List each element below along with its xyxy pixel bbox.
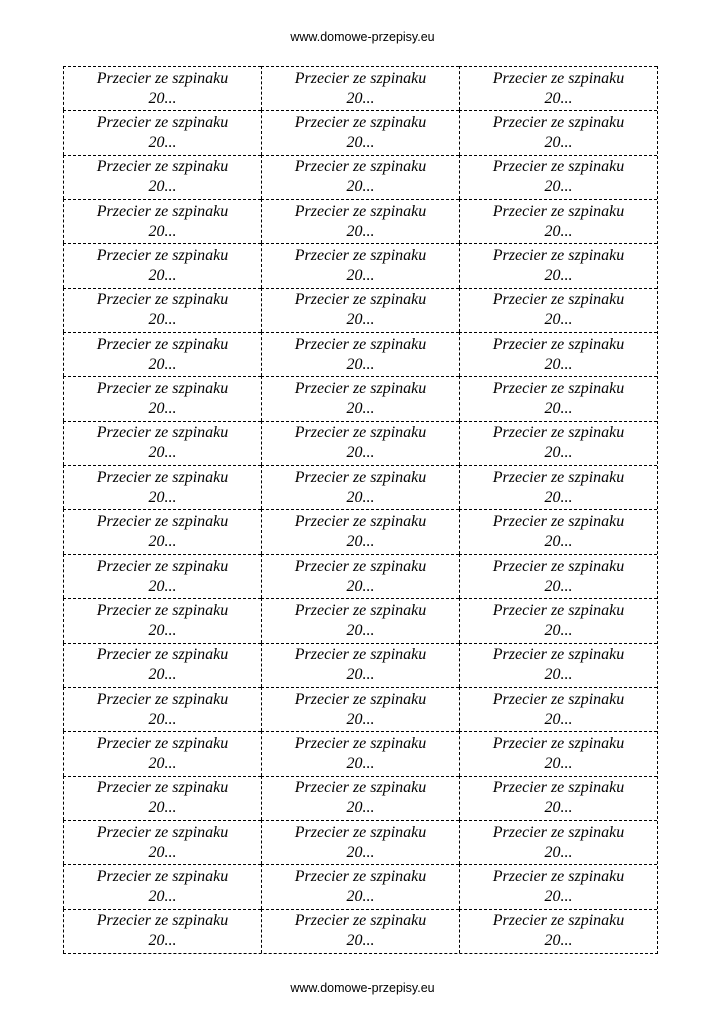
jar-label — [63, 731, 261, 775]
label-product-name: Przecier ze szpinaku — [294, 779, 427, 797]
jar-label — [63, 554, 261, 598]
label-year: 20... — [346, 400, 375, 418]
label-product-name: Przecier ze szpinaku — [294, 202, 427, 220]
jar-label — [459, 110, 657, 154]
label-product-name: Przecier ze szpinaku — [492, 823, 625, 841]
label-year: 20... — [346, 887, 375, 905]
header-url: www.domowe-przepisy.eu — [290, 30, 435, 44]
label-product-name: Przecier ze szpinaku — [294, 646, 427, 664]
label-product-name: Przecier ze szpinaku — [492, 779, 625, 797]
label-product-name: Przecier ze szpinaku — [96, 912, 229, 930]
label-year: 20... — [346, 311, 375, 329]
label-product-name: Przecier ze szpinaku — [294, 158, 427, 176]
jar-label — [63, 598, 261, 642]
jar-label — [63, 332, 261, 376]
label-year: 20... — [148, 222, 177, 240]
label-product-name: Przecier ze szpinaku — [96, 734, 229, 752]
label-product-name: Przecier ze szpinaku — [492, 335, 625, 353]
jar-label — [261, 820, 459, 864]
jar-label — [261, 643, 459, 687]
label-year: 20... — [346, 222, 375, 240]
label-year: 20... — [148, 754, 177, 772]
label-year: 20... — [346, 666, 375, 684]
jar-label — [261, 376, 459, 420]
jar-label — [63, 687, 261, 731]
jar-label — [261, 909, 459, 953]
jar-label — [459, 376, 657, 420]
label-year: 20... — [346, 843, 375, 861]
jar-label — [261, 776, 459, 820]
jar-label — [63, 199, 261, 243]
label-product-name: Przecier ze szpinaku — [492, 601, 625, 619]
label-product-name: Przecier ze szpinaku — [96, 513, 229, 531]
label-year: 20... — [544, 710, 573, 728]
label-year: 20... — [544, 444, 573, 462]
label-product-name: Przecier ze szpinaku — [492, 513, 625, 531]
label-year: 20... — [148, 134, 177, 152]
label-year: 20... — [346, 89, 375, 107]
label-product-name: Przecier ze szpinaku — [96, 424, 229, 442]
label-product-name: Przecier ze szpinaku — [492, 380, 625, 398]
label-year: 20... — [148, 444, 177, 462]
label-year: 20... — [544, 887, 573, 905]
label-year: 20... — [544, 621, 573, 639]
label-year: 20... — [346, 754, 375, 772]
label-product-name: Przecier ze szpinaku — [492, 557, 625, 575]
label-year: 20... — [148, 932, 177, 950]
jar-label — [261, 288, 459, 332]
jar-label — [63, 509, 261, 553]
label-product-name: Przecier ze szpinaku — [96, 69, 229, 87]
jar-label — [261, 598, 459, 642]
label-product-name: Przecier ze szpinaku — [96, 823, 229, 841]
label-year: 20... — [544, 666, 573, 684]
label-product-name: Przecier ze szpinaku — [294, 601, 427, 619]
label-year: 20... — [148, 178, 177, 196]
label-year: 20... — [148, 89, 177, 107]
label-product-name: Przecier ze szpinaku — [96, 158, 229, 176]
label-year: 20... — [346, 799, 375, 817]
jar-label — [261, 554, 459, 598]
label-product-name: Przecier ze szpinaku — [492, 468, 625, 486]
jar-label — [459, 199, 657, 243]
label-product-name: Przecier ze szpinaku — [294, 291, 427, 309]
label-sheet — [63, 66, 658, 954]
jar-label — [261, 731, 459, 775]
label-year: 20... — [544, 488, 573, 506]
label-year: 20... — [346, 488, 375, 506]
label-product-name: Przecier ze szpinaku — [294, 513, 427, 531]
jar-label — [459, 864, 657, 908]
jar-label — [63, 110, 261, 154]
label-product-name: Przecier ze szpinaku — [294, 690, 427, 708]
label-year: 20... — [544, 178, 573, 196]
label-year: 20... — [346, 267, 375, 285]
label-year: 20... — [544, 799, 573, 817]
label-product-name: Przecier ze szpinaku — [294, 734, 427, 752]
jar-label — [459, 332, 657, 376]
jar-label — [63, 465, 261, 509]
jar-label — [261, 509, 459, 553]
label-product-name: Przecier ze szpinaku — [96, 202, 229, 220]
label-year: 20... — [346, 178, 375, 196]
label-year: 20... — [148, 533, 177, 551]
jar-label — [261, 332, 459, 376]
label-year: 20... — [148, 488, 177, 506]
jar-label — [459, 731, 657, 775]
label-product-name: Przecier ze szpinaku — [492, 424, 625, 442]
label-year: 20... — [544, 267, 573, 285]
label-product-name: Przecier ze szpinaku — [96, 114, 229, 132]
label-year: 20... — [544, 400, 573, 418]
jar-label — [261, 687, 459, 731]
label-year: 20... — [346, 533, 375, 551]
label-year: 20... — [544, 932, 573, 950]
label-product-name: Przecier ze szpinaku — [492, 69, 625, 87]
footer-url: www.domowe-przepisy.eu — [290, 981, 435, 995]
label-year: 20... — [544, 533, 573, 551]
label-year: 20... — [544, 355, 573, 373]
jar-label — [63, 243, 261, 287]
label-product-name: Przecier ze szpinaku — [96, 690, 229, 708]
label-year: 20... — [544, 311, 573, 329]
label-product-name: Przecier ze szpinaku — [294, 247, 427, 265]
jar-label — [261, 199, 459, 243]
jar-label — [261, 155, 459, 199]
label-product-name: Przecier ze szpinaku — [96, 468, 229, 486]
label-year: 20... — [544, 754, 573, 772]
label-year: 20... — [148, 577, 177, 595]
label-year: 20... — [346, 932, 375, 950]
label-year: 20... — [148, 799, 177, 817]
jar-label — [459, 554, 657, 598]
jar-label — [459, 243, 657, 287]
jar-label — [459, 598, 657, 642]
jar-label — [63, 288, 261, 332]
jar-label — [261, 66, 459, 110]
label-year: 20... — [346, 621, 375, 639]
label-product-name: Przecier ze szpinaku — [294, 380, 427, 398]
label-year: 20... — [148, 400, 177, 418]
jar-label — [459, 465, 657, 509]
jar-label — [459, 66, 657, 110]
label-year: 20... — [148, 666, 177, 684]
label-product-name: Przecier ze szpinaku — [96, 291, 229, 309]
label-year: 20... — [346, 134, 375, 152]
label-product-name: Przecier ze szpinaku — [492, 202, 625, 220]
jar-label — [459, 155, 657, 199]
jar-label — [261, 110, 459, 154]
jar-label — [459, 288, 657, 332]
jar-label — [261, 243, 459, 287]
jar-label — [63, 909, 261, 953]
label-product-name: Przecier ze szpinaku — [96, 557, 229, 575]
label-product-name: Przecier ze szpinaku — [96, 247, 229, 265]
label-product-name: Przecier ze szpinaku — [96, 867, 229, 885]
label-year: 20... — [544, 577, 573, 595]
label-product-name: Przecier ze szpinaku — [294, 912, 427, 930]
jar-label — [261, 465, 459, 509]
label-product-name: Przecier ze szpinaku — [294, 867, 427, 885]
label-product-name: Przecier ze szpinaku — [294, 335, 427, 353]
jar-label — [459, 776, 657, 820]
jar-label — [63, 376, 261, 420]
label-year: 20... — [544, 134, 573, 152]
label-year: 20... — [148, 887, 177, 905]
label-product-name: Przecier ze szpinaku — [294, 557, 427, 575]
label-product-name: Przecier ze szpinaku — [294, 823, 427, 841]
label-year: 20... — [544, 89, 573, 107]
label-product-name: Przecier ze szpinaku — [96, 779, 229, 797]
label-product-name: Przecier ze szpinaku — [96, 601, 229, 619]
label-product-name: Przecier ze szpinaku — [492, 158, 625, 176]
jar-label — [459, 509, 657, 553]
label-year: 20... — [346, 710, 375, 728]
label-product-name: Przecier ze szpinaku — [492, 867, 625, 885]
label-product-name: Przecier ze szpinaku — [492, 291, 625, 309]
label-year: 20... — [148, 311, 177, 329]
jar-label — [459, 909, 657, 953]
label-product-name: Przecier ze szpinaku — [294, 114, 427, 132]
jar-label — [459, 687, 657, 731]
label-product-name: Przecier ze szpinaku — [96, 380, 229, 398]
label-year: 20... — [148, 621, 177, 639]
label-product-name: Przecier ze szpinaku — [294, 424, 427, 442]
label-year: 20... — [346, 444, 375, 462]
label-year: 20... — [544, 843, 573, 861]
label-year: 20... — [544, 222, 573, 240]
label-year: 20... — [346, 577, 375, 595]
label-product-name: Przecier ze szpinaku — [294, 468, 427, 486]
label-product-name: Przecier ze szpinaku — [492, 646, 625, 664]
label-product-name: Przecier ze szpinaku — [492, 734, 625, 752]
jar-label — [63, 66, 261, 110]
label-product-name: Przecier ze szpinaku — [492, 690, 625, 708]
jar-label — [63, 864, 261, 908]
jar-label — [261, 864, 459, 908]
label-product-name: Przecier ze szpinaku — [492, 247, 625, 265]
label-product-name: Przecier ze szpinaku — [492, 912, 625, 930]
jar-label — [63, 643, 261, 687]
label-year: 20... — [148, 355, 177, 373]
jar-label — [459, 643, 657, 687]
jar-label — [261, 421, 459, 465]
label-year: 20... — [148, 843, 177, 861]
label-product-name: Przecier ze szpinaku — [492, 114, 625, 132]
label-year: 20... — [148, 267, 177, 285]
jar-label — [459, 820, 657, 864]
label-product-name: Przecier ze szpinaku — [294, 69, 427, 87]
jar-label — [63, 820, 261, 864]
jar-label — [63, 421, 261, 465]
jar-label — [459, 421, 657, 465]
label-product-name: Przecier ze szpinaku — [96, 646, 229, 664]
jar-label — [63, 155, 261, 199]
label-year: 20... — [346, 355, 375, 373]
label-product-name: Przecier ze szpinaku — [96, 335, 229, 353]
jar-label — [63, 776, 261, 820]
label-year: 20... — [148, 710, 177, 728]
